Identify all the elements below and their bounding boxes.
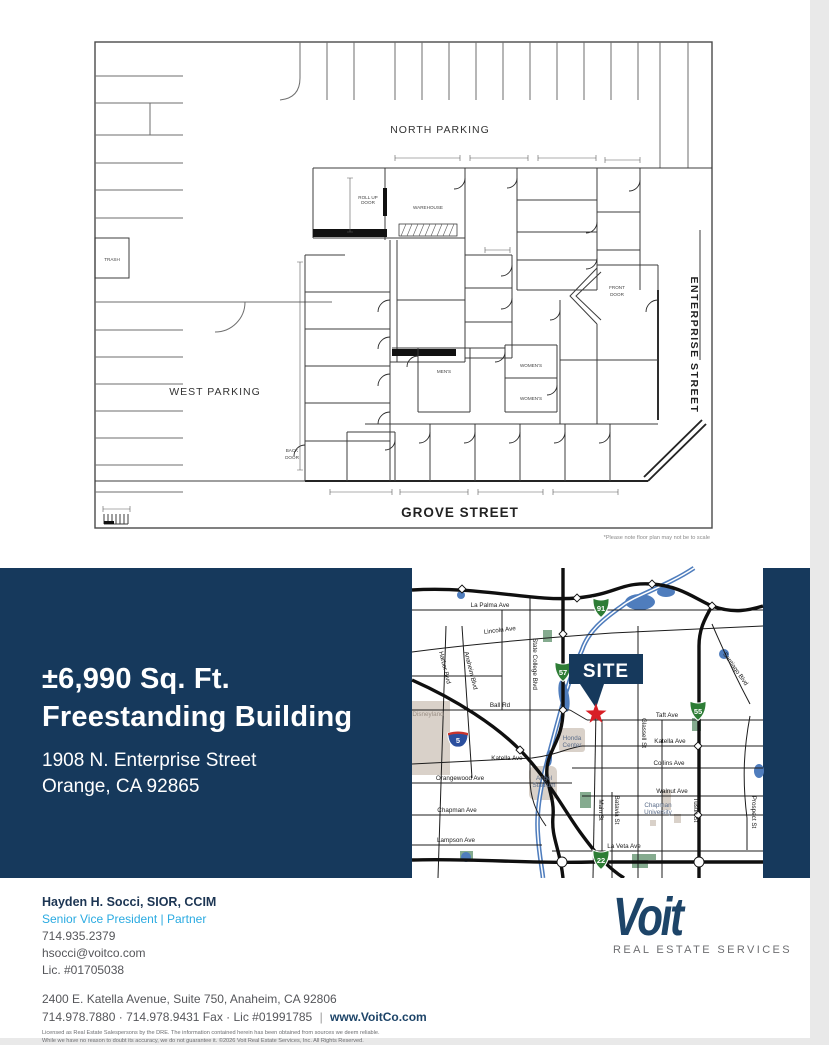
fineprint-line1: Licensed as Real Estate Salespersons by the DRE. The information contained herein has been obtained from sources we deem reliable. [42, 1030, 380, 1038]
map-label: Main St [597, 799, 604, 821]
map-label: Batavia St [613, 796, 620, 825]
map-label: Collins Ave [653, 760, 685, 767]
map-label: Chapman [644, 802, 672, 809]
agent-license: Lic. #01705038 [42, 962, 216, 979]
map-freeways [412, 568, 763, 878]
building-outline [305, 168, 712, 481]
agent-phone: 714.935.2379 [42, 928, 216, 945]
office-block [42, 990, 427, 1026]
map-label: Katella Ave [654, 738, 686, 745]
agent-email[interactable]: hsocci@voitco.com [42, 945, 216, 962]
front-entry [550, 265, 658, 424]
label-mens: MEN'S [437, 369, 451, 374]
agent-name: Hayden H. Socci, SIOR, CCIM [42, 894, 216, 911]
legal-fineprint [42, 1030, 380, 1045]
map-label: La Palma Ave [471, 602, 510, 609]
state-route-shield-55 [690, 701, 706, 721]
restrooms [392, 345, 557, 412]
floorplan-disclaimer: *Please note floor plan may not be to scale [604, 535, 710, 541]
map-label: Ball Rd [490, 702, 511, 709]
label-womens-2: WOMEN'S [520, 396, 542, 401]
voit-logo [613, 892, 773, 956]
map-label: Glassell St [640, 718, 647, 748]
map-label: Lampson Ave [437, 837, 476, 844]
voit-tagline: REAL ESTATE SERVICES [613, 944, 773, 956]
warehouse-area [313, 168, 465, 362]
map-label: Santiago Blvd [721, 651, 749, 687]
map-label: Honda [563, 735, 582, 742]
separator: | [316, 1010, 327, 1024]
scale-bar-icon [103, 506, 130, 524]
address-line2: Orange, CA 92865 [42, 776, 199, 797]
label-trash: TRASH [104, 257, 120, 262]
label-back-door-1: BACK [286, 448, 299, 453]
map-label: University [644, 809, 672, 816]
dimension-marks [297, 155, 640, 495]
interstate-shield-5 [448, 732, 468, 748]
svg-text:55: 55 [694, 707, 702, 716]
center-offices [390, 240, 512, 362]
label-enterprise-street: ENTERPRISE STREET [688, 277, 700, 414]
site-label: SITE [583, 661, 629, 682]
map-label: Walnut Ave [656, 788, 688, 795]
svg-text:22: 22 [597, 856, 605, 865]
svg-text:5: 5 [456, 736, 460, 745]
map-label: Prospect St [750, 796, 757, 829]
navy-side-bar [763, 568, 810, 878]
map-svg [412, 568, 763, 878]
address-line1: 1908 N. Enterprise Street [42, 750, 256, 771]
map-label: Harbor Blvd [437, 651, 452, 685]
santa-ana-river [457, 568, 764, 878]
site-callout [569, 654, 643, 723]
trash-enclosure [95, 238, 129, 278]
label-north-parking: NORTH PARKING [390, 124, 490, 136]
website-link[interactable]: www.VoitCo.com [330, 1010, 427, 1024]
voit-logo-text: Voit [613, 892, 682, 942]
roll-up-door [383, 188, 387, 216]
label-womens-1: WOMEN'S [520, 363, 542, 368]
map-label: Taft Ave [656, 712, 679, 719]
map-label: Orangewood Ave [436, 775, 485, 782]
label-grove-street: GROVE STREET [401, 505, 519, 520]
map-label: Stadium [532, 782, 555, 789]
property-info-panel [0, 568, 412, 878]
map-label: Chapman Ave [437, 807, 477, 814]
northeast-offices [454, 168, 640, 290]
svg-text:57: 57 [559, 668, 567, 677]
south-offices [285, 424, 658, 481]
label-rollup-2: DOOR [361, 200, 375, 205]
north-parking-stalls [280, 42, 688, 168]
label-west-parking: WEST PARKING [169, 386, 261, 398]
map-label: Tustin St [692, 798, 699, 823]
label-front-door-2: DOOR [610, 292, 624, 297]
office-phone-line: 714.978.7880 · 714.978.9431 Fax · Lic #01991785 [42, 1010, 312, 1024]
property-band [0, 568, 810, 878]
map-label: Lincoln Ave [483, 625, 516, 636]
label-front-door-1: FRONT [609, 285, 625, 290]
map-label: Anaheim Blvd [462, 651, 478, 691]
west-parking-stalls [95, 76, 332, 492]
contact-block [42, 894, 216, 979]
label-rollup-1: ROLL UP [358, 195, 378, 200]
map-label: Disneyland [412, 711, 444, 718]
footer-section [0, 878, 810, 1038]
property-address [42, 748, 412, 800]
property-headline [42, 660, 412, 736]
agent-title: Senior Vice President | Partner [42, 911, 216, 928]
map-label: Katella Ave [491, 755, 523, 762]
map-label: State College Blvd [531, 638, 538, 690]
headline-line1: ±6,990 Sq. Ft. [42, 663, 230, 695]
location-map [412, 568, 763, 878]
map-label: La Veta Ave [607, 843, 641, 850]
svg-text:91: 91 [597, 604, 605, 613]
label-warehouse: WAREHOUSE [413, 205, 443, 210]
headline-line2: Freestanding Building [42, 701, 352, 733]
fineprint-line2: While we have no reason to doubt its accuracy, we do not guarantee it. ©2026 Voit Real Estate Services, Inc. All Rights Reserved. [42, 1038, 380, 1045]
office-address: 2400 E. Katella Avenue, Suite 750, Anaheim, CA 92806 [42, 990, 427, 1008]
map-label: Center [563, 742, 582, 749]
map-label: Angel [536, 775, 552, 782]
label-back-door-2: DOOR [285, 455, 299, 460]
